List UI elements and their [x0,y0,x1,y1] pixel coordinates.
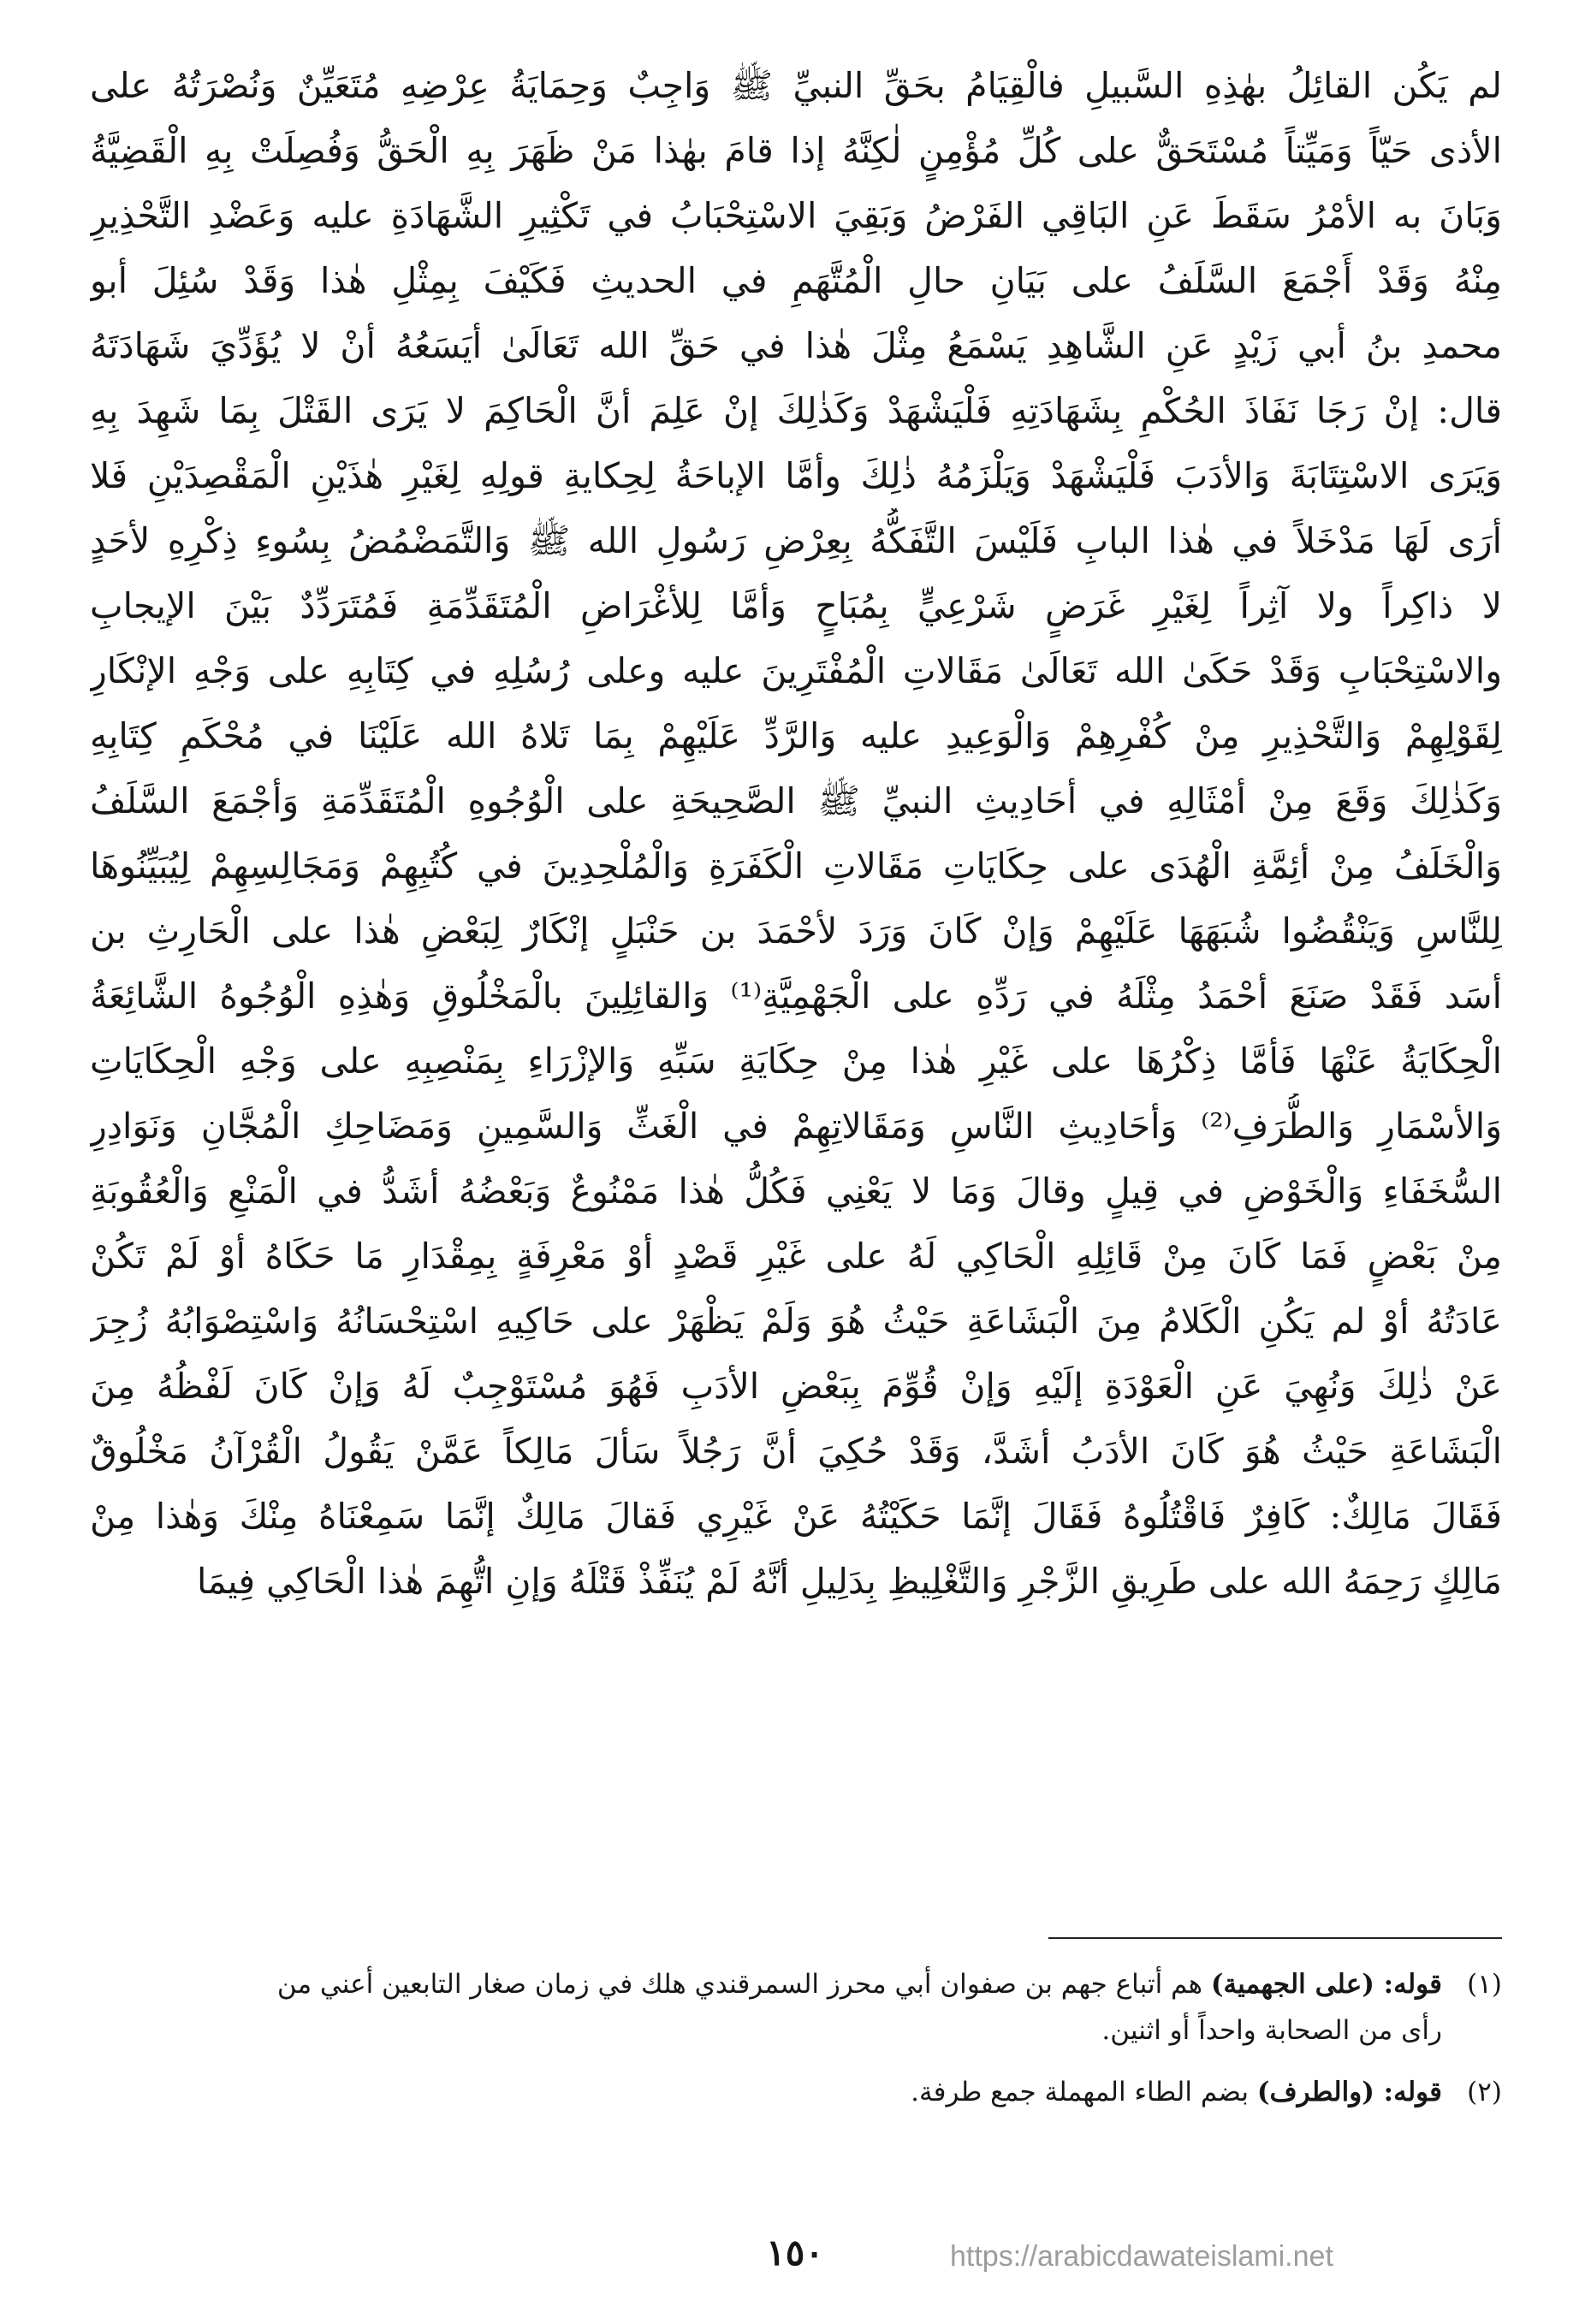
body-line: مَالِكٍ رَحِمَهُ الله على طَرِيقِ الزَّجْرِ وَالتَّغْلِيظِ بِدَلِيلِ أنَّهُ لَمْ يُنَفِّذْ قَتْلَهُ وَإنِ اتُّهِمَ هٰذا الْحَاكِي فِيمَا [196,1561,1502,1602]
body-line: أرَى لَهَا مَدْخَلاً في هٰذا البابِ فَلَيْسَ التَّفَكُّهُ بِعِرْضِ رَسُولِ الله ﷺ وَالتَّمَضْمُضُ بِسُوءِ ذِكْرِهِ لأحَدٍ [90,520,1502,561]
footnote-heading: قوله: (والطرف) [1256,2077,1442,2108]
body-line: الأذى حَيّاً وَمَيِّتاً مُسْتَحَقٌّ على كُلِّ مُؤْمِنٍ لٰكِنَّهُ إذا قامَ بهٰذا مَنْ ظَهَرَ بِهِ الْحَقُّ وَفُصِلَتْ بِهِ الْقَضِيَّةُ [90,130,1502,171]
body-line: لم يَكُن القائِلُ بهٰذِهِ السَّبيلِ فالْقِيَامُ بحَقِّ النبيِّ ﷺ وَاجِبٌ وَحِمَايَةُ عِرْضِهِ مُتَعَيِّنٌ وَنُصْرَتُهُ على [90,65,1502,106]
body-line: محمدِ بنُ أبي زَيْدٍ عَنِ الشَّاهِدِ يَسْمَعُ مِثْلَ هٰذا في حَقِّ الله تَعَالَىٰ أيَسَعُهُ أنْ لا يُؤَدِّيَ شَهَادَتَهُ [90,325,1502,366]
footnote-2 [90,2069,1502,2115]
body-line: وَالأسْمَارِ وَالطُّرَفِ⁽²⁾ وَأحَادِيثِ النَّاسِ وَمَقَالاتِهِمْ في الْغَثِّ وَالسَّمِينِ وَمَضَاحِكِ الْمُجَّانِ وَنَوَادِرِ [90,1106,1502,1147]
body-line: قال: إنْ رَجَا نَفَاذَ الحُكْمِ بِشَهَادَتِهِ فَلْيَشْهَدْ وَكَذٰلِكَ إنْ عَلِمَ أنَّ الْحَاكِمَ لا يَرَى القَتْلَ بِمَا شَهِدَ بِهِ [90,390,1502,431]
body-line: لِلنَّاسِ وَيَنْقُضُوا شُبَهَهَا عَلَيْهِمْ وَإنْ كَانَ وَرَدَ لأحْمَدَ بن حَنْبَلٍ إنْكَارٌ لِبَعْضِ هٰذا على الْحَارِثِ بن [90,910,1502,952]
page-number: ١٥٠ [766,2232,824,2274]
body-line: وَكَذٰلِكَ وَقَعَ مِنْ أمْثَالِهِ في أحَادِيثِ النبيِّ ﷺ الصَّحِيحَةِ على الْوُجُوهِ الْمُتَقَدِّمَةِ وَأجْمَعَ السَّلَفُ [90,780,1502,821]
main-text-block [90,53,1502,1614]
body-line: والاسْتِحْبَابِ وَقَدْ حَكَىٰ الله تَعَالَىٰ مَقَالاتِ الْمُفْتَرِينَ عليه وعلى رُسُلِهِ في كِتَابِهِ على وَجْهِ الإنْكَارِ [90,650,1502,691]
footnote-number: (٢) [1467,2077,1502,2108]
body-line: وَالْخَلَفُ مِنْ أئِمَّةِ الْهُدَى على حِكَايَاتِ مَقَالاتِ الْكَفَرَةِ وَالْمُلْحِدِينَ في كُتُبِهِمْ وَمَجَالِسِهِمْ لِيُبَيِّنُوهَا [90,845,1502,886]
body-line: الْبَشَاعَةِ حَيْثُ هُوَ كَانَ الأدَبُ أشَدَّ، وَقَدْ حُكِيَ أنَّ رَجُلاً سَألَ مَالِكاً عَمَّنْ يَقُولُ الْقُرْآنُ مَخْلُوقٌ [90,1431,1502,1472]
body-line: الْحِكَايَةُ عَنْهَا فَأمَّا ذِكْرُهَا على غَيْرِ هٰذا مِنْ حِكَايَةِ سَبِّهِ وَالإزْرَاءِ بِمَنْصِبِهِ على وَجْهِ الْحِكَايَاتِ [90,1040,1502,1082]
body-line: لِقَوْلِهِمْ وَالتَّحْذِيرِ مِنْ كُفْرِهِمْ وَالْوَعِيدِ عليه وَالرَّدِّ عَلَيْهِمْ بِمَا تَلاهُ الله عَلَيْنَا في مُحْكَمِ كِتَابِهِ [90,715,1502,756]
watermark-url: https://arabicdawateislami.net [950,2240,1333,2273]
footnote-heading: قوله: (على الجهمية) [1210,1969,1442,2000]
body-line: عَادَتُهُ أوْ لم يَكُنِ الْكَلامُ مِنَ الْبَشَاعَةِ حَيْثُ هُوَ وَلَمْ يَظْهَرْ على حَاكِيهِ اسْتِحْسَانُهُ وَاسْتِصْوَابُهُ زُجِرَ [90,1301,1502,1342]
body-line: وَبَانَ به الأمْرُ سَقَطَ عَنِ البَاقِي الفَرْضُ وَبَقِيَ الاسْتِحْبَابُ في تَكْثِيرِ الشَّهَادَةِ عليه وَعَضْدِ التَّحْذِيرِ [90,195,1502,236]
footnote-text: بضم الطاء المهملة جمع طرفة. [911,2077,1249,2108]
body-line: فَقَالَ مَالِكٌ: كَافِرٌ فَاقْتُلُوهُ فَقَالَ إنَّمَا حَكَيْتُهُ عَنْ غَيْرِي فَقالَ مَالِكٌ إنَّمَا سَمِعْنَاهُ مِنْكَ وَهٰذا مِنْ [90,1496,1502,1537]
footnote-text: هم أتباع جهم بن صفوان أبي محرز السمرقندي هلك في زمان صغار التابعين أعني من [276,1969,1203,2000]
body-line: مِنْ بَعْضٍ فَمَا كَانَ مِنْ قَائِلِهِ الْحَاكِي لَهُ على غَيْرِ قَصْدٍ أوْ مَعْرِفَةٍ بِمِقْدَارِ مَا حَكَاهُ أوْ لَمْ تَكُنْ [90,1236,1502,1277]
body-line: لا ذاكِراً ولا آثِراً لِغَيْرِ غَرَضٍ شَرْعِيٍّ بِمُبَاحٍ وَأمَّا لِلأغْرَاضِ الْمُتَقَدِّمَةِ فَمُتَرَدِّدٌ بَيْنَ الإيجابِ [90,585,1502,626]
footnote-1-continuation: رأى من الصحابة واحداً أو اثنين. [1101,2015,1442,2046]
body-line: السُّخَفَاءِ وَالْخَوْضِ في قِيلٍ وقالَ وَمَا لا يَعْنِي فَكُلُّ هٰذا مَمْنُوعٌ وَبَعْضُهُ أشَدُّ في الْمَنْعِ وَالْعُقُوبَةِ [90,1171,1502,1212]
footnotes [90,1961,1502,2115]
footnote-number: (١) [1467,1969,1502,2000]
footnote-1 [90,1961,1502,2007]
body-line: عَنْ ذٰلِكَ وَنُهِيَ عَنِ الْعَوْدَةِ إلَيْهِ وَإنْ قُوِّمَ بِبَعْضِ الأدَبِ فَهُوَ مُسْتَوْجِبٌ لَهُ وَإنْ كَانَ لَفْظُهُ مِنَ [90,1366,1502,1407]
body-line: مِنْهُ وَقَدْ أَجْمَعَ السَّلَفُ على بَيَانِ حالِ الْمُتَّهَمِ في الحديثِ فَكَيْفَ بِمِثْلِ هٰذا وَقَدْ سُئِلَ أبو [90,260,1502,301]
body-line: وَيَرَى الاسْتِتَابَةَ وَالأدَبَ فَلْيَشْهَدْ وَيَلْزَمُهُ ذٰلِكَ وأمَّا الإباحَةُ لِحِكايةِ قولِهِ لِغَيْرِ هٰذَيْنِ الْمَقْصِدَيْنِ فَلا [90,455,1502,496]
body-line: أسَد فَقَدْ صَنَعَ أحْمَدُ مِثْلَهُ في رَدِّهِ على الْجَهْمِيَّةِ⁽¹⁾ وَالقائِلِينَ بالْمَخْلُوقِ وَهٰذِهِ الْوُجُوهُ الشَّائِعَةُ [90,975,1502,1017]
footnote-separator [1048,1937,1502,1939]
